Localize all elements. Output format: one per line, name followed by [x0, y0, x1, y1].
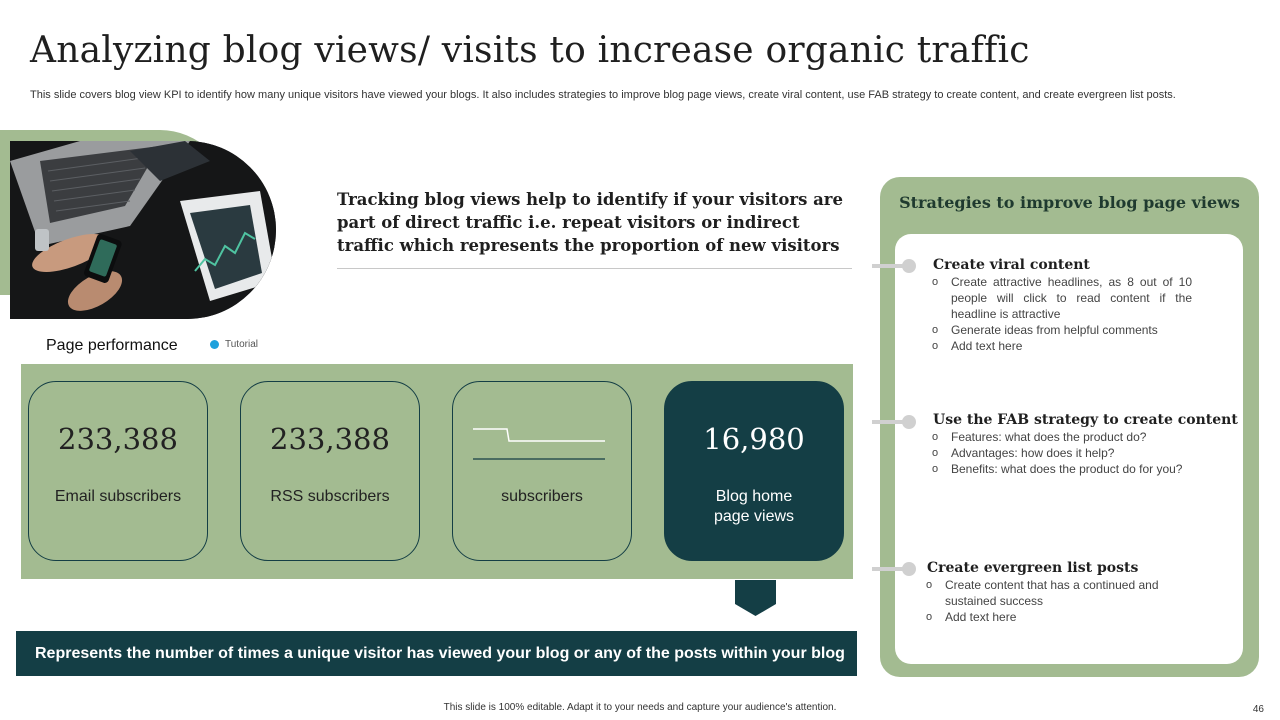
list-item: o Generate ideas from helpful comments [932, 322, 1192, 338]
bullet-dot-icon [902, 562, 916, 576]
footer-note: This slide is 100% editable. Adapt it to your needs and capture your audience's attention. [443, 702, 837, 713]
strategies-title: Strategies to improve blog page views [899, 193, 1240, 212]
list-item: o Advantages: how does it help? [932, 445, 1222, 461]
strategy-heading: Create viral content [933, 257, 1090, 273]
strategy-list [932, 429, 1222, 477]
slide-subtitle: This slide covers blog view KPI to identify how many unique visitors have viewed your blogs. It also includes strategies to improve blog page views, create viral content, use FAB strategy to create content, and create evergreen list posts. [30, 89, 1176, 101]
divider-line [337, 268, 852, 269]
metric-card-email [28, 381, 208, 561]
chart-legend [210, 339, 258, 350]
list-item: o Add text here [932, 338, 1192, 354]
legend-label: Tutorial [225, 339, 258, 350]
metric-value: 233,388 [270, 422, 390, 456]
intro-statement: Tracking blog views help to identify if your visitors are part of direct traffic i.e. repeat visitors or indirect traffic which represents the proportion of new visitors [337, 190, 843, 255]
legend-dot-icon [210, 340, 219, 349]
page-performance-title: Page performance [46, 337, 178, 354]
bullet-dot-icon [902, 259, 916, 273]
metric-label: subscribers [501, 488, 583, 505]
list-item: o Create content that has a continued and sustained success [926, 577, 1186, 609]
strategy-heading: Use the FAB strategy to create content [933, 412, 1238, 428]
sparkline-icon [471, 426, 611, 462]
metric-label: Email subscribers [54, 488, 182, 505]
slide-title: Analyzing blog views/ visits to increase organic traffic [30, 30, 1030, 71]
metric-card-blog-views [664, 381, 844, 561]
strategy-list [926, 577, 1186, 625]
pointer-arrow-icon [735, 580, 776, 616]
page-number: 46 [1252, 704, 1264, 715]
list-item: o Benefits: what does the product do for you? [932, 461, 1222, 477]
metric-label: Blog home page views [713, 488, 795, 525]
list-item: o Features: what does the product do? [932, 429, 1222, 445]
metric-card-subscribers [452, 381, 632, 561]
laptop-phone-photo [10, 141, 276, 319]
bullet-dot-icon [902, 415, 916, 429]
strategy-heading: Create evergreen list posts [927, 560, 1139, 576]
metric-value: 16,980 [703, 422, 805, 456]
metric-value: 233,388 [58, 422, 178, 456]
definition-banner: Represents the number of times a unique visitor has viewed your blog or any of the posts within your blog [16, 631, 857, 676]
strategy-list [932, 274, 1192, 354]
list-item: o Add text here [926, 609, 1186, 625]
photo-illustration [10, 141, 276, 319]
metric-card-rss [240, 381, 420, 561]
metric-label: RSS subscribers [270, 488, 390, 505]
list-item: o Create attractive headlines, as 8 out of 10 people will click to read content if the headline is attractive [932, 274, 1192, 322]
